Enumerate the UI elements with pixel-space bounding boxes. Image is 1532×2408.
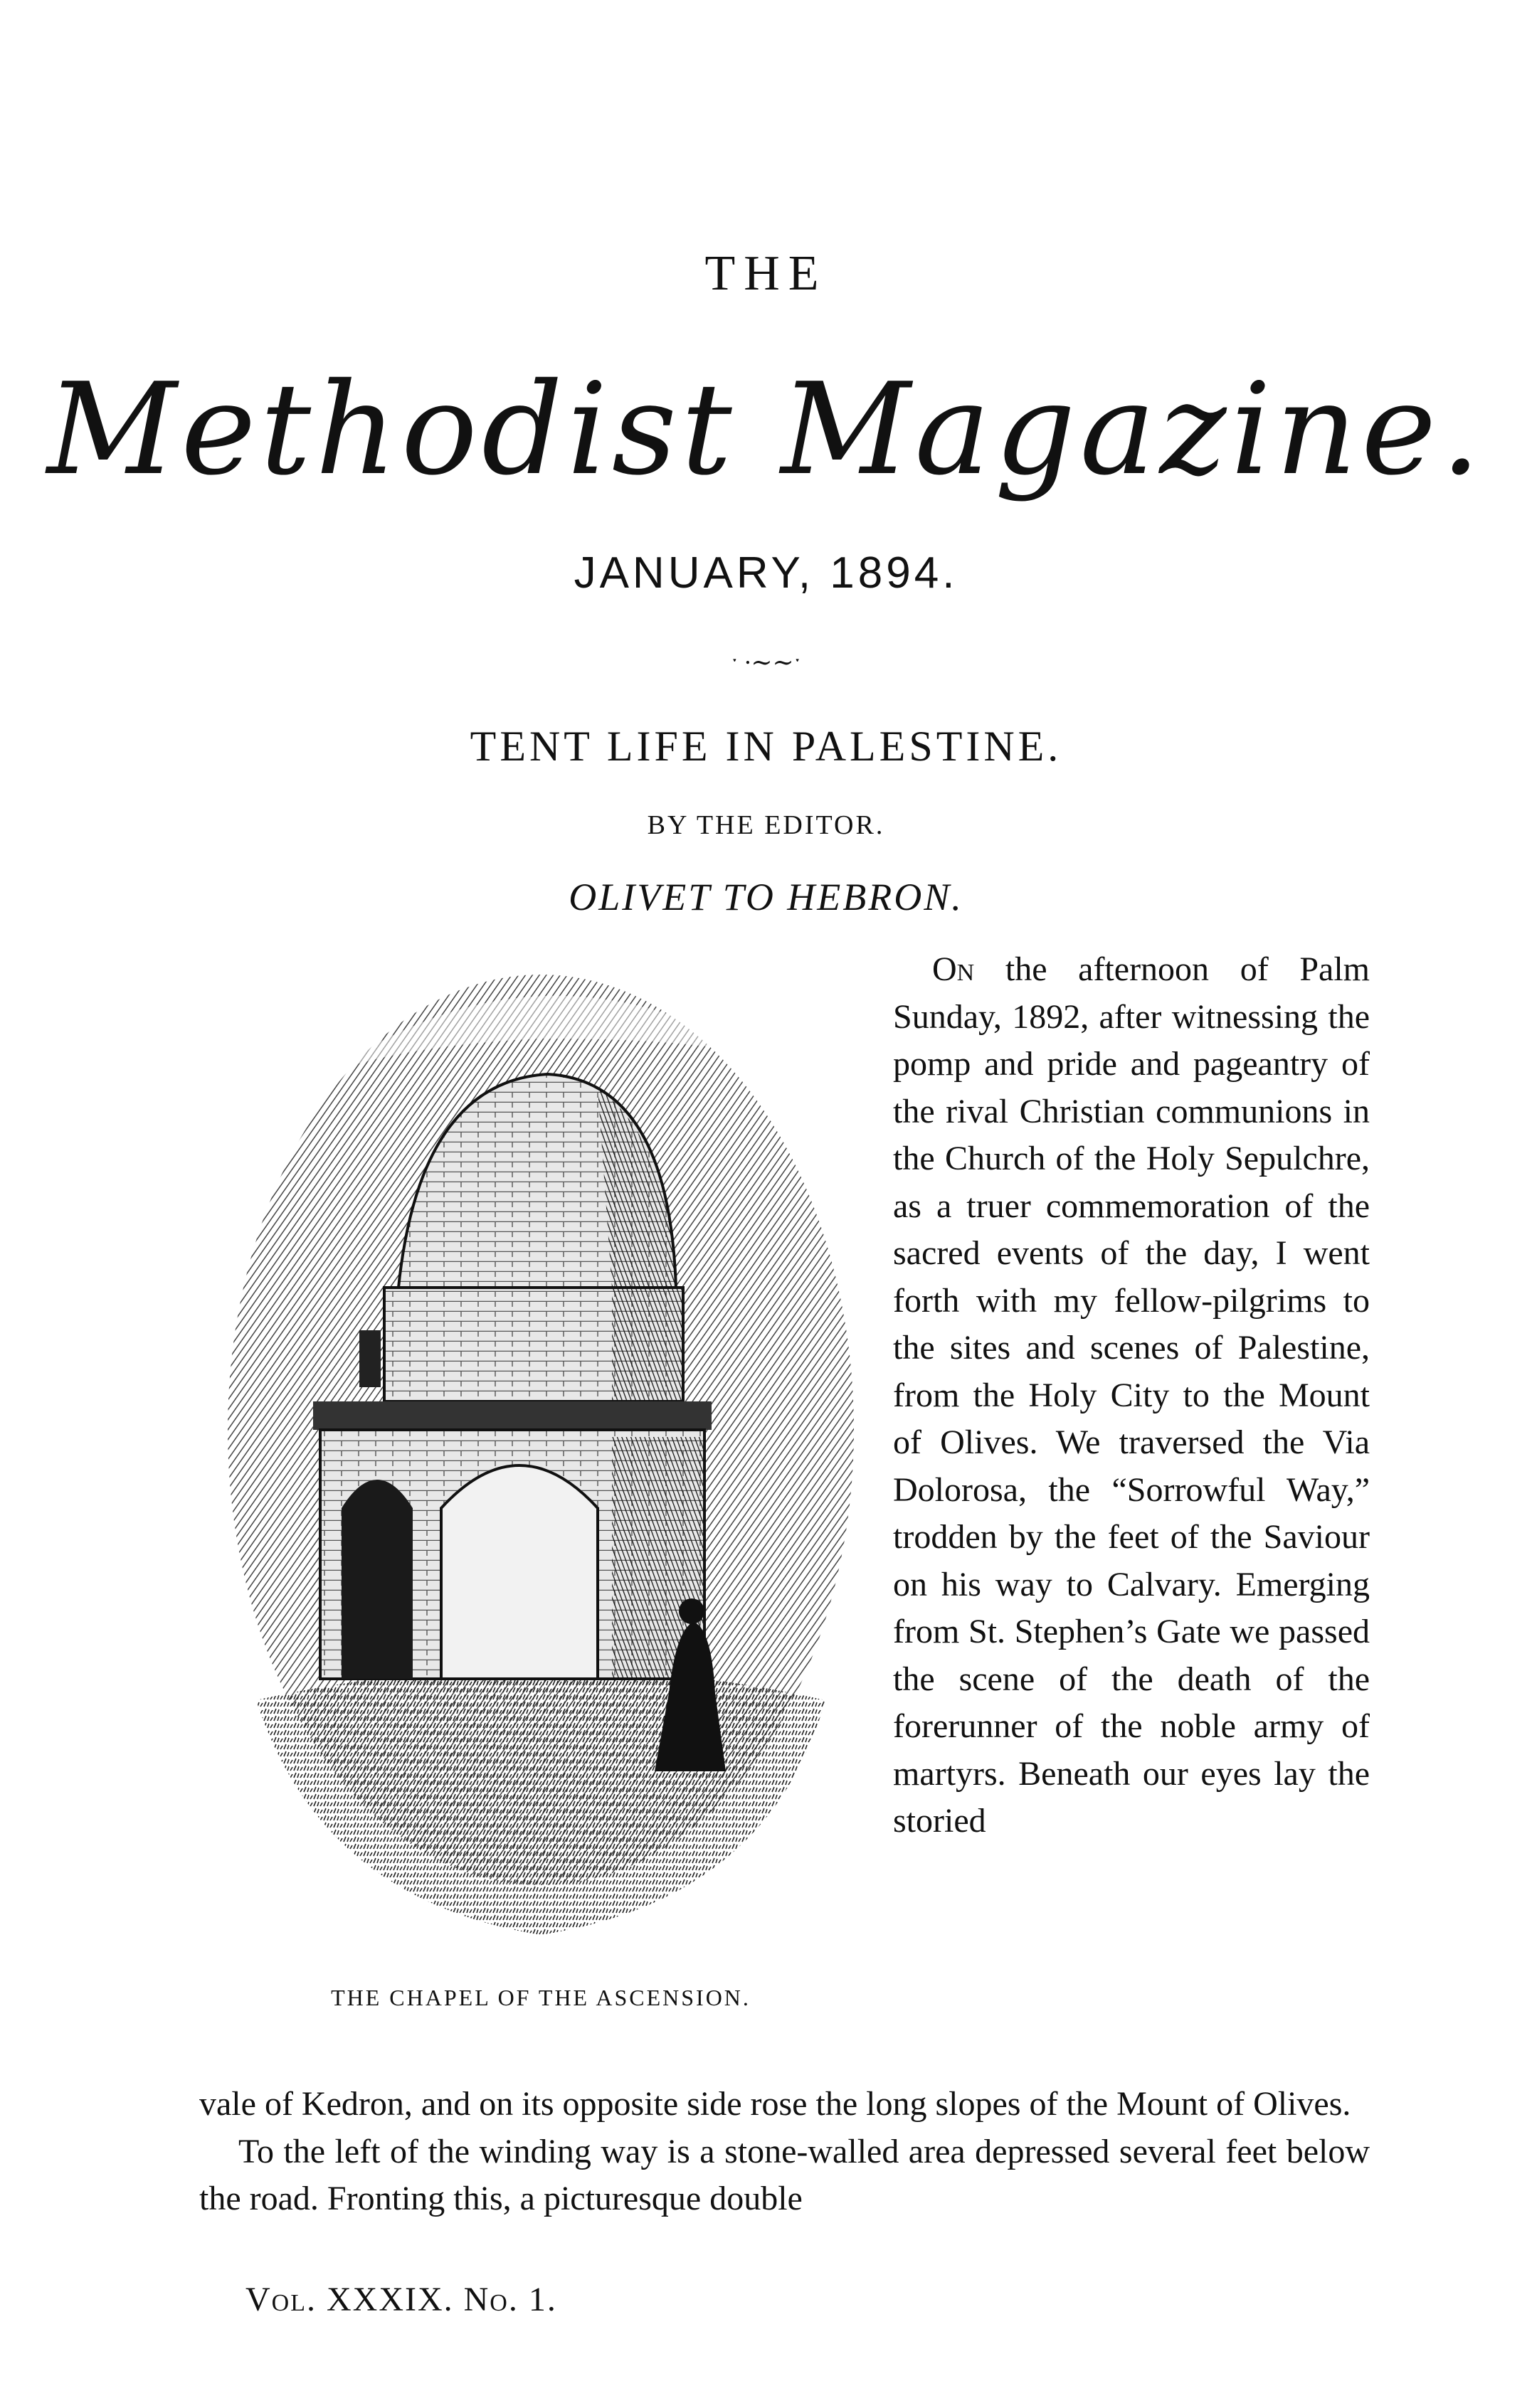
article-byline: BY THE EDITOR. xyxy=(647,810,885,840)
paragraph-1 xyxy=(893,946,1370,1845)
paragraph-2: To the left of the winding way is a stone-walled area depressed several feet below the road. Fronting this, a picturesque double xyxy=(199,2132,1370,2217)
magazine-title: Methodist Magazine. xyxy=(47,356,1485,503)
article-title: TENT LIFE IN PALESTINE. xyxy=(470,723,1062,770)
drop-word: On xyxy=(932,950,975,988)
paragraph-1-body: the afternoon of Palm Sunday, 1892, after witnessing the pomp and pride and pageantry of the rival Christian communions in the Church of the Holy Sepulchre, as a truer commemoration of the sacred events of the day, I went forth with my fellow-pilgrims to the sites and scenes of Palestine, from the Holy City to the Mount of Olives. We traversed the Via Dolorosa, the “Sorrowful Way,” trodden by the feet of the Saviour on his way to Calvary. Emerging from St. Stephen’s Gate we passed the scene of the death of the forerunner of the noble army of martyrs. Beneath our eyes lay the storied xyxy=(893,950,1370,1840)
article-full-width-text xyxy=(199,2081,1370,2223)
figure-caption: THE CHAPEL OF THE ASCENSION. xyxy=(331,1985,751,2010)
article-subtitle: OLIVET TO HEBRON. xyxy=(569,876,963,918)
volume-footer: Vol. XXXIX. No. 1. xyxy=(245,2281,557,2318)
issue-date: JANUARY, 1894. xyxy=(574,548,958,598)
header-the: THE xyxy=(704,246,828,301)
chapel-engraving-illustration xyxy=(213,953,868,1949)
paragraph-1-continued: vale of Kedron, and on its opposite side rose the long slopes of the Mount of Olives. xyxy=(199,2085,1351,2123)
ornament-divider: ˑ ∙∼∼ˑ xyxy=(731,648,801,677)
article-column-text xyxy=(893,946,1370,1845)
